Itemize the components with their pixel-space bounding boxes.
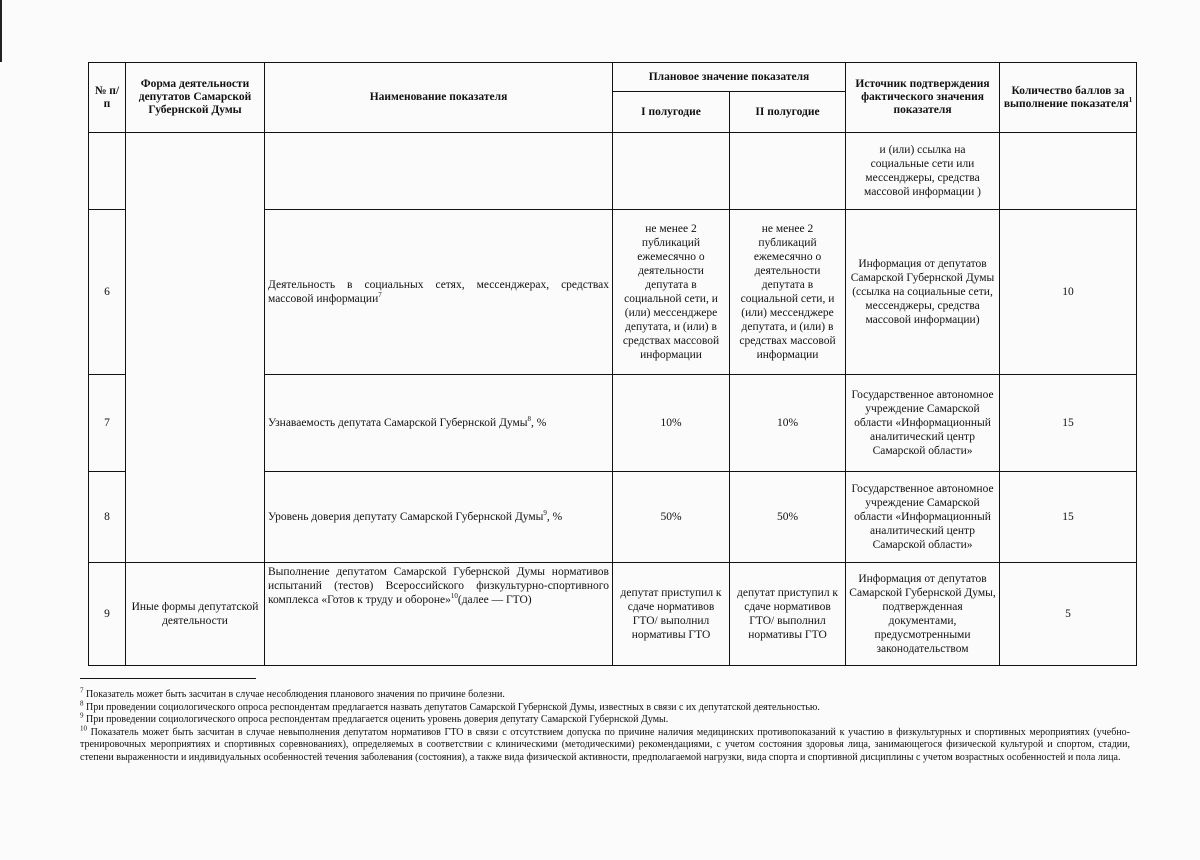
row-points: 15 xyxy=(1000,375,1137,472)
cont-points-cell xyxy=(1000,133,1137,210)
row-source: Государственное автономное учреждение Самарской области «Информационный аналитический центр Самарской области» xyxy=(846,375,1000,472)
header-name: Наименование показателя xyxy=(265,63,613,133)
row-source: Информация от депутатов Самарской Губернской Думы (ссылка на социальные сети, мессенджеры, средства массовой информации) xyxy=(846,210,1000,375)
cont-name-cell xyxy=(265,133,613,210)
row-source: Государственное автономное учреждение Самарской области «Информационный аналитический центр Самарской области» xyxy=(846,472,1000,563)
header-points-text: Количество баллов за выполнение показателя xyxy=(1003,84,1129,110)
footnotes xyxy=(80,678,1130,765)
footnote-number: 7 xyxy=(80,686,84,695)
header-half-1: I полугодие xyxy=(613,92,730,133)
footnote-text: Показатель может быть засчитан в случае несоблюдения планового значения по причине болезни. xyxy=(83,689,505,700)
page-edge-mark xyxy=(0,0,2,62)
footnote-item xyxy=(80,699,1130,715)
header-half-2: II полугодие xyxy=(730,92,846,133)
row-plan-half-2: не менее 2 публикаций ежемесячно о деятельности депутата в социальной сети, и (или) мессенджере депутата, и (или) в средствах массовой информации xyxy=(730,210,846,375)
header-form: Форма деятельности депутатов Самарской Губернской Думы xyxy=(126,63,265,133)
row-points: 15 xyxy=(1000,472,1137,563)
cont-h1-cell xyxy=(613,133,730,210)
row-form: Иные формы депутатской деятельности xyxy=(126,563,265,666)
header-points xyxy=(1000,63,1137,133)
row-name-text: Выполнение депутатом Самарской Губернской Думы нормативов испытаний (тестов) Всероссийского физкультурно-спортивного комплекса «Готов к труду и обороне» xyxy=(268,566,609,606)
row-name xyxy=(265,563,613,666)
row-plan-half-1: 50% xyxy=(613,472,730,563)
footnote-number: 8 xyxy=(80,699,84,708)
footnote-number: 10 xyxy=(80,724,87,733)
header-source: Источник подтверждения фактического значения показателя xyxy=(846,63,1000,133)
row-name-suffix: , % xyxy=(531,417,547,429)
row-points: 5 xyxy=(1000,563,1137,666)
row-name xyxy=(265,472,613,563)
footnote-text: Показатель может быть засчитан в случае невыполнения депутатом нормативов ГТО в связи с отсутствием допуска по причине наличия медицинских противопоказаний к участию в физкультурных и спортивных мероприятиях (учебно-тренировочных мероприятиях и спортивных соревнованиях), определяемых в соответствии с клиническими (методическими) рекомендациями, с учетом состояния здоровья лица, занимающегося физической культурой и спортом, стадии, степени выраженности и индивидуальных особенностей течения заболевания (состояния), а также вида физической активности, предполагаемой нагрузки, вида спорта и спортивной дисциплины с учетом возрастных особенностей и пола лица. xyxy=(80,726,1130,763)
footnote-item xyxy=(80,724,1130,765)
row-plan-half-1: не менее 2 публикаций ежемесячно о деятельности депутата в социальной сети, и (или) мессенджере депутата, и (или) в средствах массовой информации xyxy=(613,210,730,375)
footnote-number: 9 xyxy=(80,711,84,720)
row-num: 7 xyxy=(89,375,126,472)
row-source: Информация от депутатов Самарской Губернской Думы, подтвержденная документами, предусмотренными законодательством xyxy=(846,563,1000,666)
row-plan-half-2: 10% xyxy=(730,375,846,472)
row-name-footnote-ref: 7 xyxy=(378,291,382,300)
header-points-footnote-ref: 1 xyxy=(1128,95,1133,104)
table-row-continuation xyxy=(89,133,1137,210)
header-num: № п/п xyxy=(89,63,126,133)
row-name-suffix: , % xyxy=(546,511,563,523)
row-num: 8 xyxy=(89,472,126,563)
row-name-suffix: (далее — ГТО) xyxy=(457,594,532,606)
form-cell-merged xyxy=(126,133,265,563)
header-row-1 xyxy=(89,63,1137,92)
footnote-text: При проведении социологического опроса респондентам предлагается оценить уровень доверия депутату Самарской Губернской Думы. xyxy=(83,714,669,726)
footnote-separator xyxy=(80,678,256,679)
row-num: 9 xyxy=(89,563,126,666)
header-plan: Плановое значение показателя xyxy=(613,63,846,92)
footnote-item xyxy=(80,686,1130,702)
row-plan-half-1: 10% xyxy=(613,375,730,472)
cont-h2-cell xyxy=(730,133,846,210)
row-name-text: Узнаваемость депутата Самарской Губернской Думы xyxy=(268,417,528,429)
row-name-footnote-ref: 8 xyxy=(527,415,532,424)
row-name-footnote-ref: 10 xyxy=(450,592,458,601)
row-plan-half-1: депутат приступил к сдаче нормативов ГТО/ выполнил нормативы ГТО xyxy=(613,563,730,666)
row-points: 10 xyxy=(1000,210,1137,375)
cont-num-cell xyxy=(89,133,126,210)
indicators-table xyxy=(88,62,1137,666)
footnote-item xyxy=(80,711,1130,727)
row-plan-half-2: депутат приступил к сдаче нормативов ГТО/ выполнил нормативы ГТО xyxy=(730,563,846,666)
row-name xyxy=(265,210,613,375)
row-name-text: Уровень доверия депутату Самарской Губернской Думы xyxy=(268,511,544,523)
row-num: 6 xyxy=(89,210,126,375)
table-row xyxy=(89,563,1137,666)
row-name-footnote-ref: 9 xyxy=(543,509,547,518)
row-plan-half-2: 50% xyxy=(730,472,846,563)
row-name-text: Деятельность в социальных сетях, мессенджерах, средствах массовой информации xyxy=(268,279,609,305)
row-name xyxy=(265,375,613,472)
cont-source-cell: и (или) ссылка на социальные сети или мессенджеры, средства массовой информации ) xyxy=(846,133,1000,210)
footnote-text: При проведении социологического опроса респондентам предлагается назвать депутатов Самарской Губернской Думы, известных в связи с их депутатской деятельностью. xyxy=(83,701,820,713)
